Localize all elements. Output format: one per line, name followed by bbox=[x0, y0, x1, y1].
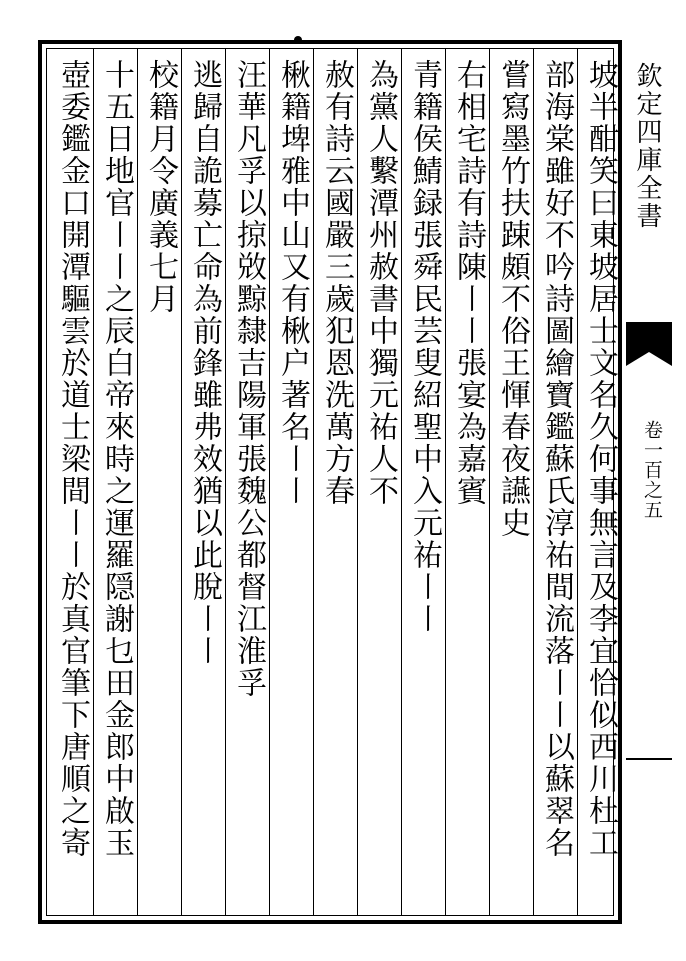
text-column-12: 十五日地官〡〡之辰白帝來時之運羅隠謝乜田金郎中啟玉 bbox=[99, 59, 134, 859]
text-column-1: 坡半酣笑曰東坡居士文名久何事無言及李宜恰似西川杜工 bbox=[583, 59, 618, 859]
column-rule bbox=[137, 49, 138, 915]
block-margin bbox=[626, 40, 672, 924]
column-rule bbox=[489, 49, 490, 915]
text-column-7: 赦有詩云國嚴三歲犯恩洗萬方春 bbox=[319, 59, 354, 507]
text-block bbox=[46, 48, 618, 916]
text-column-3: 嘗寫墨竹扶踈頗不俗王惲春夜讌史 bbox=[495, 59, 530, 539]
column-rule bbox=[445, 49, 446, 915]
fish-tail-mark bbox=[626, 322, 672, 366]
column-rule bbox=[577, 49, 578, 915]
column-rule bbox=[269, 49, 270, 915]
margin-volume: 卷一百之五 bbox=[641, 420, 663, 520]
text-column-8: 楸籍埤雅中山又有楸户著名〡〡 bbox=[275, 59, 310, 507]
column-rule bbox=[401, 49, 402, 915]
column-rule bbox=[357, 49, 358, 915]
column-rule bbox=[93, 49, 94, 915]
margin-rule bbox=[626, 758, 672, 760]
page-frame bbox=[38, 40, 622, 924]
margin-title: 欽定四庫全書 bbox=[632, 62, 662, 230]
text-column-4: 右相宅詩有詩陳〡〡張宴為嘉賓 bbox=[451, 59, 486, 507]
text-column-2: 部海棠雖好不吟詩圖繪寶鑑蘇氏淳祐間流落〡〡以蘇翠名 bbox=[539, 59, 574, 859]
text-column-5: 青籍侯鯖録張舜民芸叟紹聖中入元祐〡〡 bbox=[407, 59, 442, 635]
text-column-10: 逃歸自詭募亡命為前鋒雖弗效猶以此脫〡〡 bbox=[187, 59, 222, 667]
column-rule bbox=[181, 49, 182, 915]
column-rule bbox=[533, 49, 534, 915]
text-column-9: 汪華凡孚以掠敚黥隸吉陽軍張魏公都督江淮孚 bbox=[231, 59, 266, 699]
column-rule bbox=[313, 49, 314, 915]
text-column-13: 壺委鑑金口開潭驅雲於道士梁間〡〡於真官筆下唐順之寄 bbox=[55, 59, 90, 859]
text-column-6: 為黨人繫潭州赦書中獨元祐人不 bbox=[363, 59, 398, 507]
column-rule bbox=[225, 49, 226, 915]
text-column-11: 校籍月令廣義七月 bbox=[143, 59, 178, 315]
